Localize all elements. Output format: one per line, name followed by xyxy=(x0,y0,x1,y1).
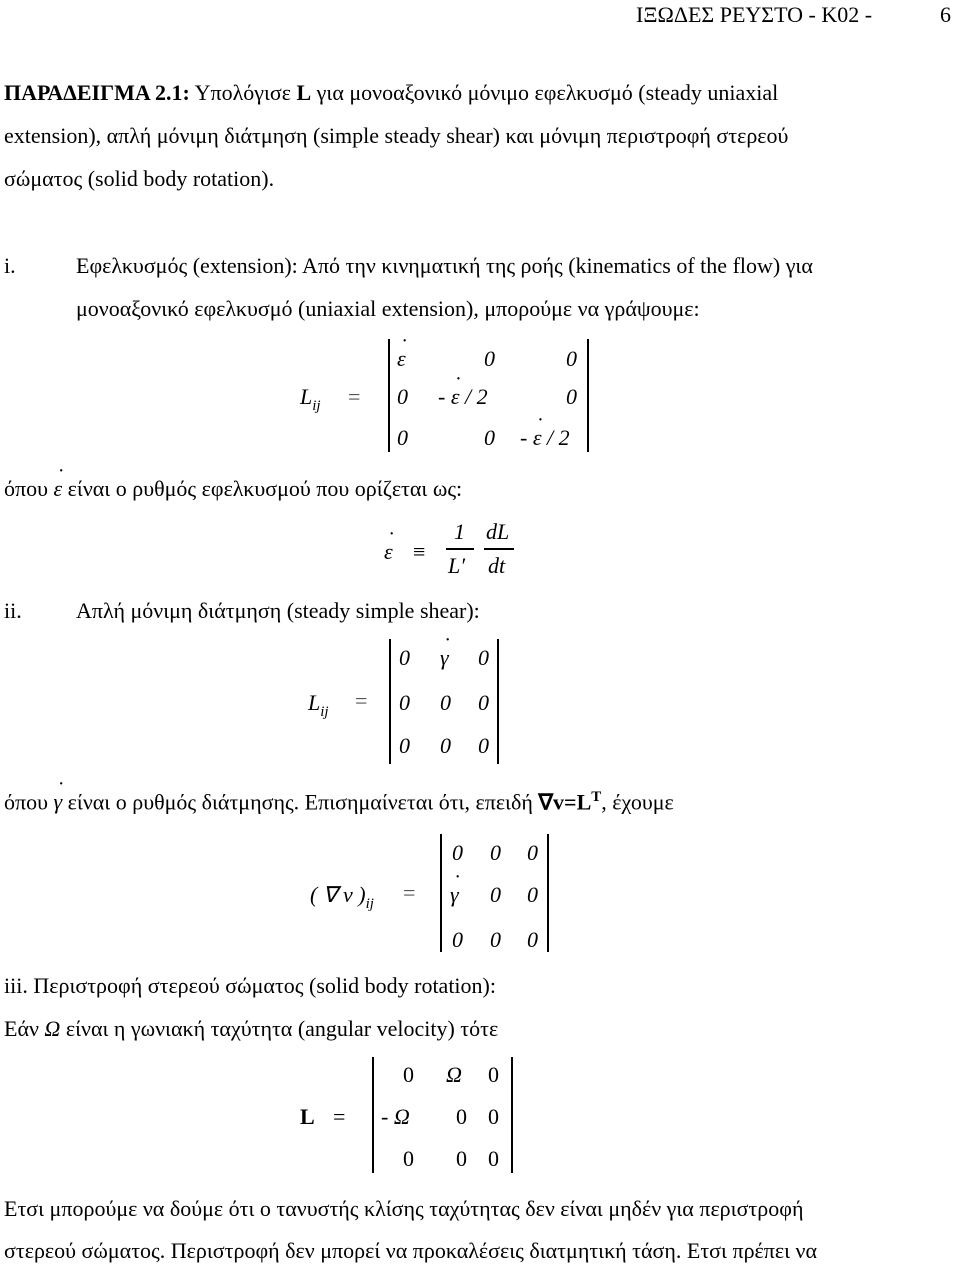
def-frac-line-2 xyxy=(484,548,514,550)
part2-text: Απλή μόνιμη διάτμηση (steady simple shear): xyxy=(76,598,480,623)
m3-r0c1: 0 xyxy=(490,840,501,865)
matrix4-left-bar xyxy=(372,1057,374,1173)
m3-r2c2: 0 xyxy=(527,927,538,952)
m3-r2c0: 0 xyxy=(452,927,463,952)
matrix2-right-bar xyxy=(497,639,499,764)
part1-equals: = xyxy=(348,384,361,409)
def-frac-line-1 xyxy=(446,548,474,550)
m2-r0c1: γ ˙ xyxy=(440,645,449,671)
example-L: L xyxy=(296,80,312,105)
m2-r1c1: 0 xyxy=(440,690,451,715)
m2-r0c2: 0 xyxy=(478,645,489,670)
m4-r2c0: 0 xyxy=(403,1146,414,1171)
m3-r0c2: 0 xyxy=(527,840,538,865)
m4-r0c1: Ω xyxy=(446,1062,462,1087)
m2-r2c1: 0 xyxy=(440,733,451,758)
part2-equals-2: = xyxy=(403,880,416,905)
m4-r2c1: 0 xyxy=(456,1146,467,1171)
m4-r2c2: 0 xyxy=(488,1146,499,1171)
m4-r1c1: 0 xyxy=(456,1104,467,1129)
m1-r1c0: 0 xyxy=(397,384,408,409)
example-text-b: για μονοαξονικό μόνιμο εφελκυσμό (steady uniaxial xyxy=(311,80,779,105)
matrix3-right-bar xyxy=(547,834,549,952)
matrix1-left-bar xyxy=(388,339,390,452)
m2-r2c2: 0 xyxy=(478,733,489,758)
m4-r0c2: 0 xyxy=(488,1062,499,1087)
conclusion-line-2: στερεού σώματος. Περιστροφή δεν μπορεί να προκαλέσεις διατμητική τάση. Ετσι πρέπει να xyxy=(4,1238,818,1263)
part1-where: όπου ε ˙ είναι ο ρυθμός εφελκυσμού που ορίζεται ως: xyxy=(4,476,462,502)
m3-r2c1: 0 xyxy=(490,927,501,952)
part2-where: όπου γ ˙ είναι ο ρυθμός διάτμησης. Επισημαίνεται ότι, επειδή $\nabla v=L^T$, έχουμε xyxy=(4,789,674,815)
part2-lhs: $L_{ij}$ xyxy=(308,690,329,720)
m2-r1c0: 0 xyxy=(399,690,410,715)
m1-r1c1: - ε ˙ / 2 xyxy=(438,384,488,410)
page-number: 6 xyxy=(940,2,951,27)
example-label: ΠΑΡΑΔΕΙΓΜΑ 2.1: xyxy=(4,80,190,105)
example-line-1 xyxy=(4,80,778,106)
def-num-2: dL xyxy=(486,519,510,544)
conclusion-line-1: Ετσι μπορούμε να δούμε ότι ο τανυστής κλίσης ταχύτητας δεν είναι μηδέν για περιστροφή xyxy=(4,1196,804,1221)
matrix3-left-bar xyxy=(440,834,442,952)
part3-equals: = xyxy=(333,1104,346,1129)
example-line-2: extension), απλή μόνιμη διάτμηση (simple steady shear) και μόνιμη περιστροφή στερεού xyxy=(4,123,789,148)
m1-r0c1: 0 xyxy=(484,346,495,371)
m2-r2c0: 0 xyxy=(399,733,410,758)
matrix1-right-bar xyxy=(587,339,589,452)
matrix2-left-bar xyxy=(389,639,391,764)
part1-text-1: Εφελκυσμός (extension): Από την κινηματική της ροής (kinematics of the flow) για xyxy=(76,253,813,278)
m4-r1c0: - Ω xyxy=(381,1104,410,1129)
part2-lhs2: ( ∇ v )$_{ij}$ xyxy=(310,882,374,912)
m1-r0c0: ε ˙ xyxy=(397,346,406,372)
m3-r0c0: 0 xyxy=(452,840,463,865)
header-title: ΙΞΩΔΕΣ ΡΕΥΣΤΟ - Κ02 - xyxy=(636,2,873,27)
part3-line-1: iii. Περιστροφή στερεού σώματος (solid body rotation): xyxy=(4,973,496,998)
m3-r1c2: 0 xyxy=(527,882,538,907)
part2-marker: ii. xyxy=(4,598,22,623)
part1-text-2: μονοαξονικό εφελκυσμό (uniaxial extension), μπορούμε να γράψουμε: xyxy=(76,296,700,321)
m4-r0c0: 0 xyxy=(403,1062,414,1087)
m2-r1c2: 0 xyxy=(478,690,489,715)
def-den-1: L′ xyxy=(448,553,466,578)
example-text: Υπολόγισε xyxy=(189,80,297,105)
m1-r0c2: 0 xyxy=(566,346,577,371)
m3-r1c1: 0 xyxy=(490,882,501,907)
part3-lhs: L xyxy=(300,1104,315,1129)
def-equiv: ≡ xyxy=(413,539,426,564)
example-line-3: σώματος (solid body rotation). xyxy=(4,166,275,191)
m1-r2c2: - ε ˙ / 2 xyxy=(520,425,570,451)
m1-r2c0: 0 xyxy=(397,425,408,450)
def-lhs: ε ˙ xyxy=(384,539,393,565)
m2-r0c0: 0 xyxy=(399,645,410,670)
m3-r1c0: γ ˙ xyxy=(450,882,459,908)
m4-r1c2: 0 xyxy=(488,1104,499,1129)
part1-marker: i. xyxy=(4,253,16,278)
m1-r1c2: 0 xyxy=(566,384,577,409)
m1-r2c1: 0 xyxy=(484,425,495,450)
part2-equals: = xyxy=(355,688,368,713)
matrix4-right-bar xyxy=(511,1057,513,1173)
part3-line-2: Εάν Ω είναι η γωνιακή ταχύτητα (angular velocity) τότε xyxy=(4,1016,499,1041)
part1-lhs: $L_{ij}$ xyxy=(300,384,321,414)
def-num-1: 1 xyxy=(454,519,465,544)
def-den-2: dt xyxy=(488,553,506,578)
